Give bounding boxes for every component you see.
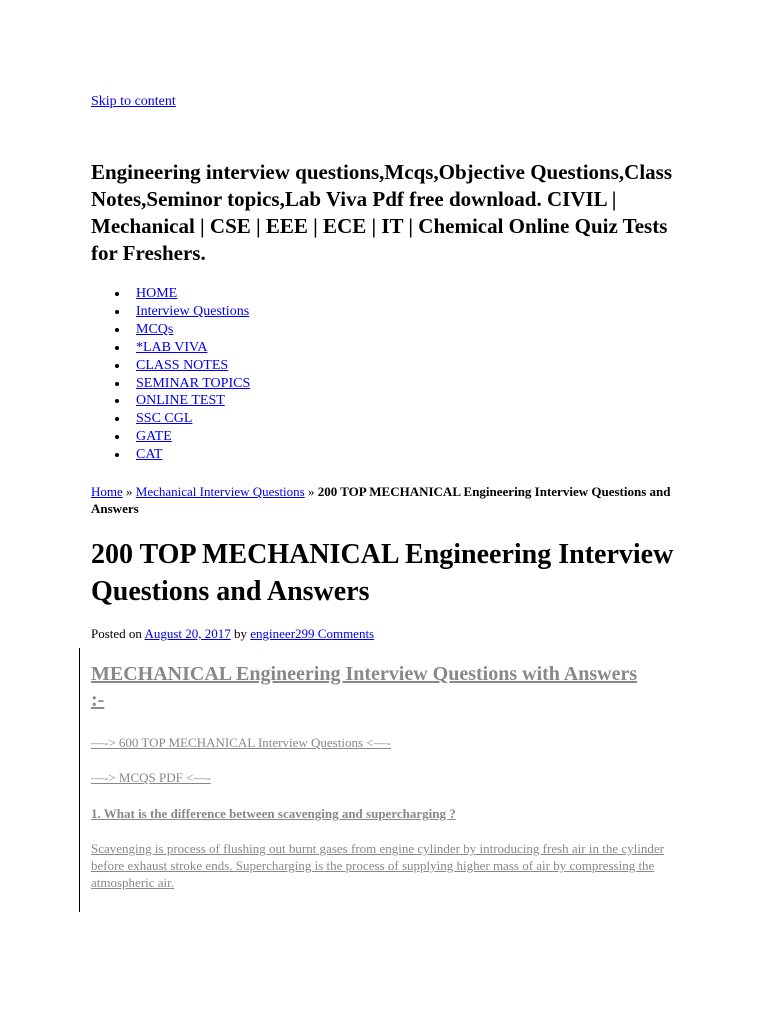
nav-item-lab-viva xyxy=(91,339,250,357)
breadcrumb-current: 200 TOP MECHANICAL Engineering Interview Questions and Answers xyxy=(91,484,671,516)
nav-link-seminar-topics[interactable]: SEMINAR TOPICS xyxy=(136,375,251,391)
site-title: Engineering interview questions,Mcqs,Objective Questions,Class Notes,Seminor topics,Lab Viva Pdf free download. CIVIL | Mechanical | CSE | EEE | ECE | IT | Chemical Online Quiz Tests for Freshers. xyxy=(91,160,672,265)
post-date-link[interactable]: August 20, 2017 xyxy=(144,626,231,641)
breadcrumb-separator: » xyxy=(304,484,318,499)
link-mcqs-pdf[interactable]: —-> MCQS PDF <—- xyxy=(91,770,211,785)
nav-link-class-notes[interactable]: CLASS NOTES xyxy=(136,357,229,373)
nav-link-home[interactable]: HOME xyxy=(136,286,178,301)
nav-item-class-notes xyxy=(91,357,250,375)
nav-item-home xyxy=(91,285,250,303)
post-meta xyxy=(91,626,374,642)
nav-item-gate xyxy=(91,428,250,446)
nav-item-ssc-cgl xyxy=(91,410,250,428)
breadcrumb-separator: » xyxy=(122,484,136,499)
answer-1: Scavenging is process of flushing out burnt gases from engine cylinder by introducing fresh air in the cylinder before exhaust stroke ends. Supercharging is the process of supplying higher mass of air by compressing the atmospheric air. xyxy=(91,841,664,890)
breadcrumb-home-link[interactable]: Home xyxy=(91,484,123,499)
content-left-border xyxy=(79,648,80,912)
link-600-top-mechanical-questions[interactable]: —-> 600 TOP MECHANICAL Interview Questions <—- xyxy=(91,735,391,750)
nav-link-mcqs[interactable]: MCQs xyxy=(136,321,174,337)
content-heading: MECHANICAL Engineering Interview Questions with Answers :- xyxy=(91,663,638,711)
question-1 xyxy=(91,806,456,822)
nav-item-online-test xyxy=(91,392,250,410)
nav-link-cat[interactable]: CAT xyxy=(136,447,163,463)
breadcrumb xyxy=(91,483,681,517)
link-line-600-questions xyxy=(91,735,391,751)
nav-item-cat xyxy=(91,446,250,464)
nav-item-interview-questions xyxy=(91,303,250,321)
posted-on-label: Posted on xyxy=(91,626,145,641)
nav-item-seminar-topics xyxy=(91,375,250,393)
question-1-link[interactable]: 1. What is the difference between scavenging and supercharging ? xyxy=(91,806,456,821)
link-line-mcqs-pdf xyxy=(91,770,211,786)
post-title: 200 TOP MECHANICAL Engineering Interview Questions and Answers xyxy=(91,539,674,607)
main-nav xyxy=(91,285,250,464)
nav-item-mcqs xyxy=(91,321,250,339)
nav-link-ssc-cgl[interactable]: SSC CGL xyxy=(136,411,193,427)
breadcrumb-category-link[interactable]: Mechanical Interview Questions xyxy=(135,484,305,499)
posted-by-label: by xyxy=(230,626,251,641)
nav-link-online-test[interactable]: ONLINE TEST xyxy=(136,393,225,409)
skip-to-content-link[interactable]: Skip to content xyxy=(91,94,176,109)
nav-link-lab-viva[interactable]: *LAB VIVA xyxy=(136,339,208,355)
nav-link-interview-questions[interactable]: Interview Questions xyxy=(136,303,250,319)
nav-link-gate[interactable]: GATE xyxy=(136,429,172,445)
author-comments-link[interactable]: engineer299 Comments xyxy=(250,626,375,641)
